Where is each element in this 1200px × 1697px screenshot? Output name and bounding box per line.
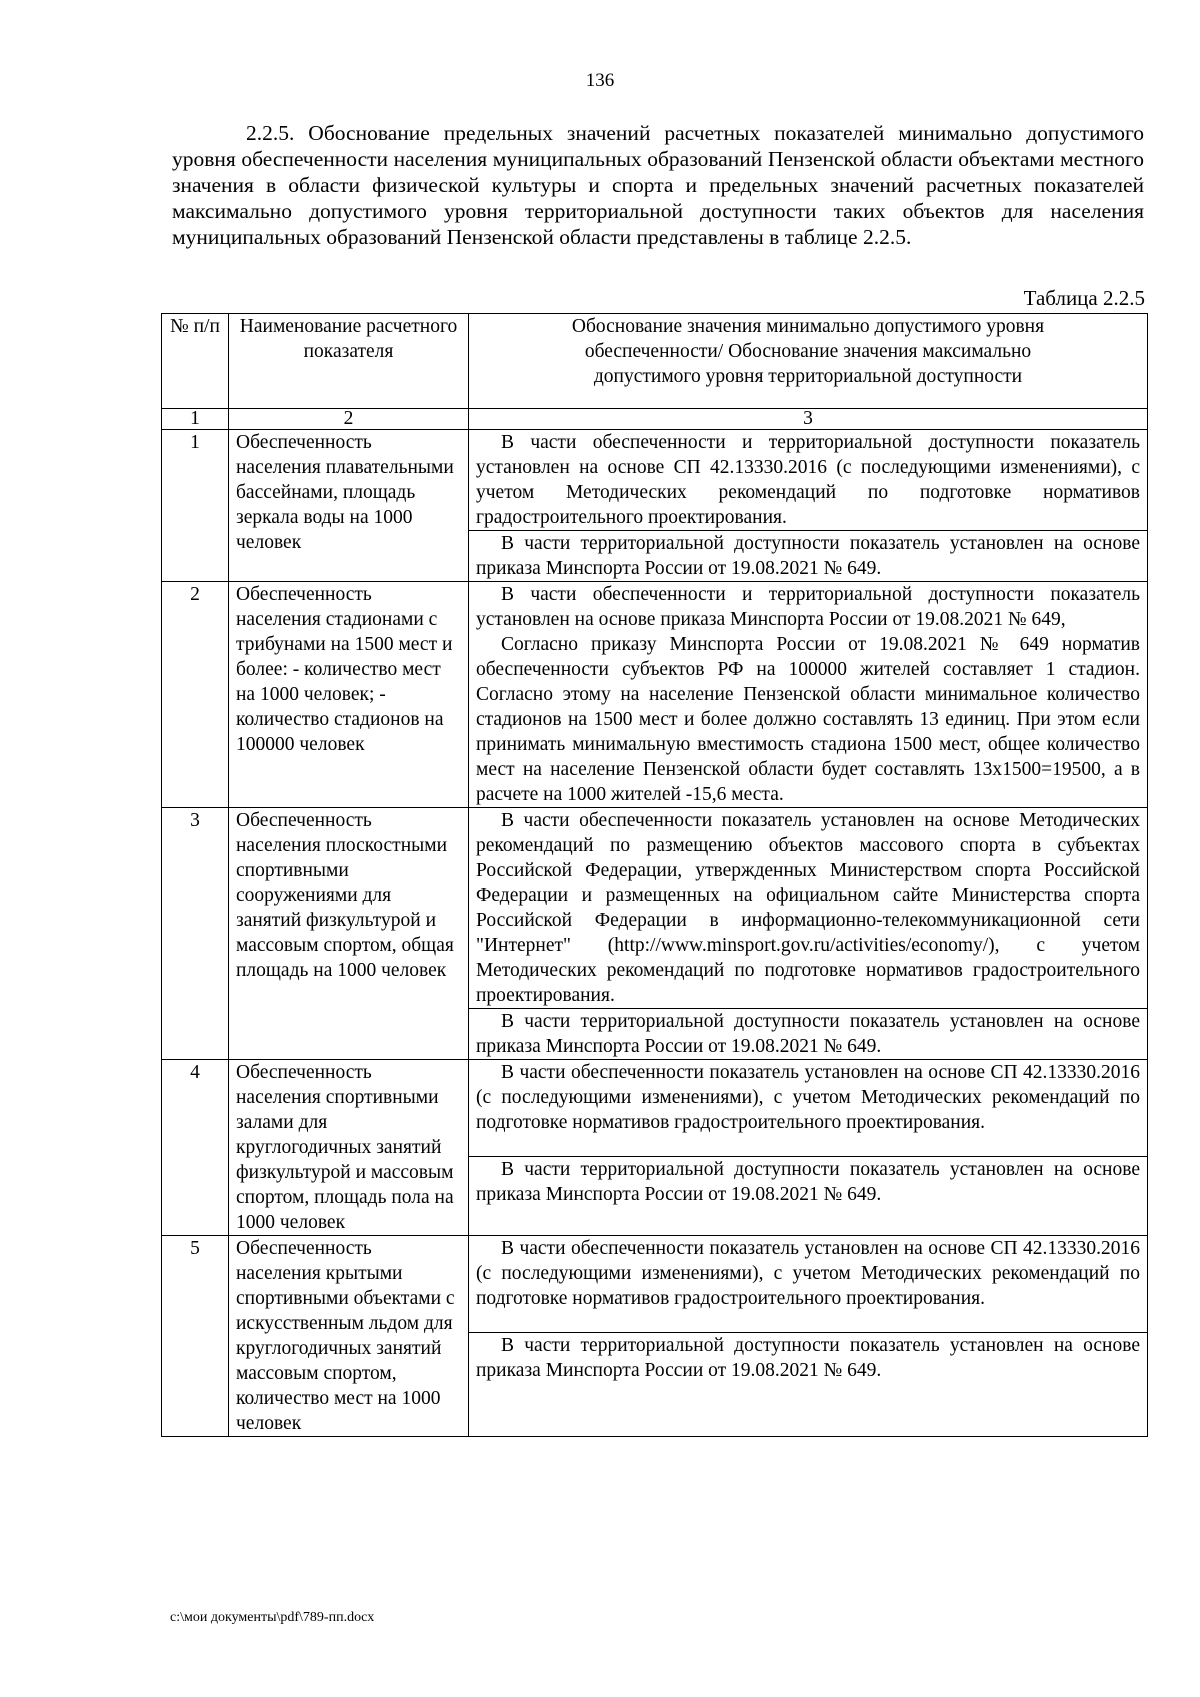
justification-text: В части обеспеченности показатель установлен на основе СП 42.13330.2016 (с последующими изменениями), с учетом Методических рекомендаций по подготовке нормативов градостроительного проектирования. [476,1238,1140,1309]
table-row [162,1236,1148,1333]
table-row [162,582,1148,808]
header-indicator-name: Наименование расчетного показателя [229,314,469,409]
justification-text: В части территориальной доступности показатель установлен на основе приказа Минспорта России от 19.08.2021 № 649. [476,533,1140,579]
header-justification: Обоснование значения минимально допустимого уровня обеспеченности/ Обоснование значения максимально допустимого уровня территориальной доступности [469,314,1148,409]
indicator-name: Обеспеченность населения спортивными залами для круглогодичных занятий физкультурой и массовым спортом, площадь пола на 1000 человек [229,1060,469,1236]
justification-text: В части обеспеченности и территориальной доступности показатель установлен на основе приказа Минспорта России от 19.08.2021 № 649, [476,584,1140,630]
table-index-row [162,409,1148,430]
justification-cell [469,430,1148,531]
indicator-name: Обеспеченность населения крытыми спортивными объектами с искусственным льдом для круглогодичных занятий массовым спортом, количество мест на 1000 человек [229,1236,469,1437]
justification-cell [469,1333,1148,1437]
index-cell: 3 [469,409,1148,430]
justification-text: В части обеспеченности показатель установлен на основе СП 42.13330.2016 (с последующими изменениями), с учетом Методических рекомендаций по подготовке нормативов градостроительного проектирования. [476,1062,1140,1133]
standards-table [161,313,1148,1437]
intro-paragraph: 2.2.5. Обоснование предельных значений расчетных показателей минимально допустимого уровня обеспеченности населения муниципальных образований Пензенской области объектами местного значения в области физической культуры и спорта и предельных значений расчетных показателей максимально допустимого уровня территориальной доступности таких объектов для населения муниципальных образований Пензенской области представлены в таблице 2.2.5. [172,121,1144,249]
header-number: № п/п [162,314,229,409]
justification-cell [469,582,1148,808]
justification-cell [469,1009,1148,1060]
table-row [162,808,1148,1009]
justification-text: Согласно приказу Минспорта России от 19.08.2021 № 649 норматив обеспеченности субъектов РФ на 100000 жителей составляет 1 стадион. Согласно этому на население Пензенской области минимальное количество стадионов на 1500 мест и более должно составлять 13 единиц. При этом если принимать минимальную вместимость стадиона 1500 мест, общее количество мест на население Пензенской области будет составлять 13х1500=19500, а в расчете на 1000 жителей -15,6 места. [476,634,1140,805]
row-number: 2 [162,582,229,808]
justification-cell [469,531,1148,582]
justification-text: В части территориальной доступности показатель установлен на основе приказа Минспорта России от 19.08.2021 № 649. [476,1159,1140,1205]
row-number: 4 [162,1060,229,1236]
justification-cell [469,1157,1148,1236]
table-caption: Таблица 2.2.5 [1023,286,1145,310]
indicator-name: Обеспеченность населения плавательными бассейнами, площадь зеркала воды на 1000 человек [229,430,469,582]
row-number: 5 [162,1236,229,1437]
table-row [162,1060,1148,1157]
justification-text: В части территориальной доступности показатель установлен на основе приказа Минспорта России от 19.08.2021 № 649. [476,1335,1140,1381]
table-row [162,430,1148,531]
justification-cell [469,1236,1148,1333]
index-cell: 1 [162,409,229,430]
justification-text: В части обеспеченности показатель установлен на основе Методических рекомендаций по размещению объектов массового спорта в субъектах Российской Федерации, утвержденных Министерством спорта Российской Федерации и размещенных на официальном сайте Министерства спорта Российской Федерации в информационно-телекоммуникационной сети "Интернет" (http://www.minsport.gov.ru/activities/economy/), с учетом Методических рекомендаций по подготовке нормативов градостроительного проектирования. [476,810,1140,1006]
justification-text: В части обеспеченности и территориальной доступности показатель установлен на основе СП 42.13330.2016 (с последующими изменениями), с учетом Методических рекомендаций по подготовке нормативов градостроительного проектирования. [476,432,1140,528]
indicator-name: Обеспеченность населения стадионами с трибунами на 1500 мест и более: - количество мест на 1000 человек; - количество стадионов на 100000 человек [229,582,469,808]
row-number: 3 [162,808,229,1060]
row-number: 1 [162,430,229,582]
justification-cell [469,1060,1148,1157]
indicator-name: Обеспеченность населения плоскостными спортивными сооружениями для занятий физкультурой и массовым спортом, общая площадь на 1000 человек [229,808,469,1060]
table-header-row [162,314,1148,409]
index-cell: 2 [229,409,469,430]
footer-file-path: c:\мои документы\pdf\789-пп.docx [170,1610,375,1625]
page-number: 136 [585,70,615,91]
justification-cell [469,808,1148,1009]
justification-text: В части территориальной доступности показатель установлен на основе приказа Минспорта России от 19.08.2021 № 649. [476,1011,1140,1057]
